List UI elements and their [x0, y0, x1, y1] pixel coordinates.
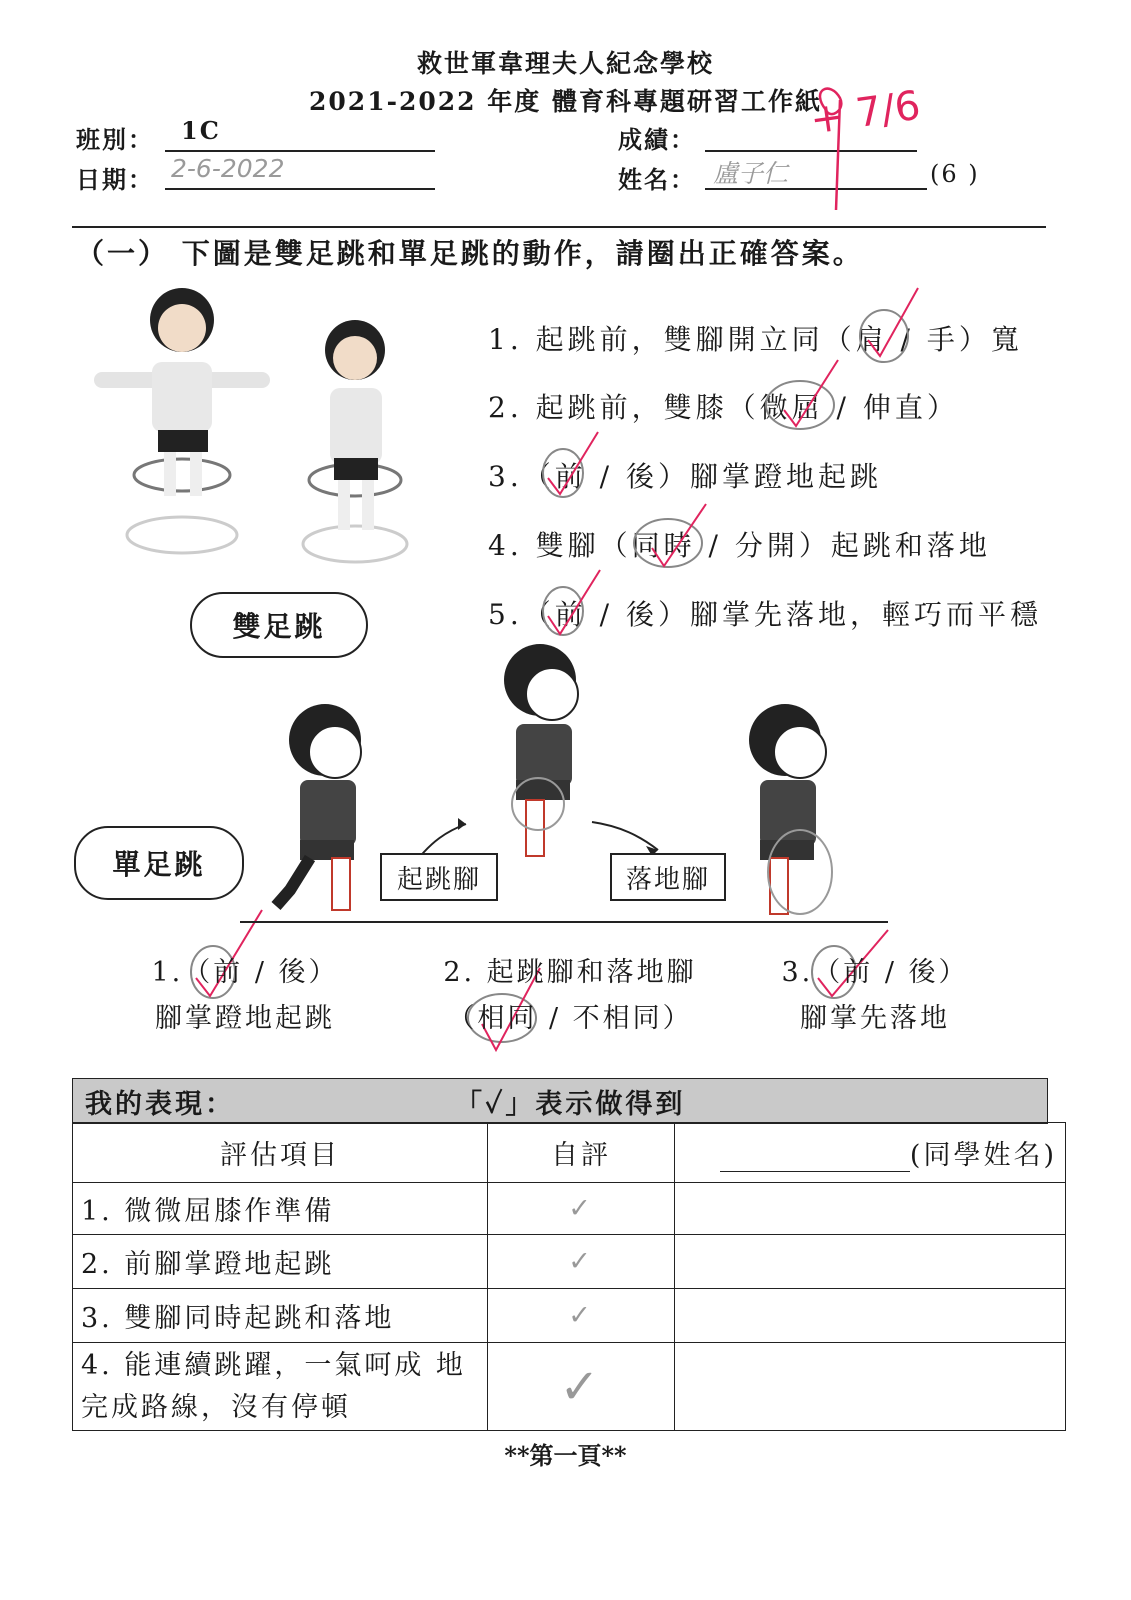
single-answer-1-line2: 腳掌蹬地起跳 [155, 1003, 335, 1034]
double-question-1[interactable]: 1. 起跳前，雙腳開立同（肩 / 手）寬 [488, 323, 1023, 356]
peer-check-cell[interactable] [675, 1183, 1066, 1235]
landing-foot-label: 落地腳 [610, 853, 726, 901]
double-question-3[interactable]: 3.（前 / 後）腳掌蹬地起跳 [488, 460, 882, 493]
peer-name-blank[interactable] [720, 1145, 910, 1172]
single-answer-2[interactable] [420, 950, 720, 1042]
class-field[interactable] [165, 116, 435, 152]
performance-title: 我的表現： [85, 1088, 235, 1120]
score-label: 成績： [618, 125, 696, 154]
single-answer-2-line1: 2. 起跳腳和落地腳 [443, 957, 697, 988]
takeoff-foot-label: 起跳腳 [380, 853, 498, 901]
double-jump-illustration [90, 280, 420, 580]
student-number: (6 ) [930, 160, 980, 188]
self-check-cell[interactable]: ✓ [488, 1289, 675, 1343]
performance-header-bar [72, 1078, 1048, 1124]
single-answer-1[interactable] [100, 950, 390, 1042]
single-answer-3-line2: 腳掌先落地 [800, 1003, 950, 1034]
single-answer-3-line1: 3.（前 / 後） [781, 957, 969, 988]
date-value: 2-6-2022 [171, 154, 285, 183]
double-question-2[interactable]: 2. 起跳前，雙膝（微屈 / 伸直） [488, 391, 959, 424]
self-check-cell[interactable]: ✓ [488, 1235, 675, 1289]
double-question-5[interactable]: 5.（前 / 後）腳掌先落地，輕巧而平穩 [488, 598, 1042, 631]
peer-check-cell[interactable] [675, 1289, 1066, 1343]
class-label: 班別： [76, 125, 154, 154]
date-label: 日期： [76, 165, 154, 194]
performance-legend: 「✓」表示做得到 [455, 1088, 686, 1120]
single-jump-illustration [240, 640, 900, 930]
col-self-header: 自評 [488, 1123, 675, 1183]
table-row [73, 1289, 1066, 1343]
grading-pen-stroke [800, 80, 940, 220]
hoop-icon [127, 517, 237, 553]
grade-mark: + 7/6 [807, 82, 924, 144]
double-jump-label: 雙足跳 [190, 592, 368, 658]
col-item-header: 評估項目 [73, 1123, 488, 1183]
single-answer-3[interactable] [740, 950, 1010, 1042]
worksheet-title: 2021-2022 年度 體育科專題研習工作紙 [309, 87, 822, 116]
col-peer-header [675, 1123, 1066, 1183]
class-value: 1C [181, 116, 221, 145]
single-jump-label: 單足跳 [74, 826, 244, 900]
row-item: 2. 前腳掌蹬地起跳 [73, 1235, 488, 1289]
date-field[interactable] [165, 154, 435, 190]
peer-check-cell[interactable] [675, 1343, 1066, 1431]
header-divider [72, 226, 1046, 228]
row-item: 4. 能連續跳躍，一氣呵成 地完成路線，沒有停頓 [73, 1343, 488, 1431]
row-item: 3. 雙腳同時起跳和落地 [73, 1289, 488, 1343]
performance-table [72, 1122, 1066, 1431]
table-header-row [73, 1123, 1066, 1183]
double-question-4[interactable]: 4. 雙腳（同時 / 分開）起跳和落地 [488, 529, 991, 562]
table-row [73, 1343, 1066, 1431]
section1-heading: （一） 下圖是雙足跳和單足跳的動作，請圈出正確答案。 [76, 237, 864, 270]
peer-name-caption: (同學姓名) [909, 1140, 1057, 1171]
table-row [73, 1235, 1066, 1289]
single-answer-2-line2: （相同 / 不相同） [447, 1003, 693, 1034]
self-check-cell[interactable]: ✓ [488, 1183, 675, 1235]
name-label: 姓名： [618, 165, 696, 194]
row-item: 1. 微微屈膝作準備 [73, 1183, 488, 1235]
self-check-cell[interactable]: ✓ [488, 1343, 675, 1431]
peer-check-cell[interactable] [675, 1235, 1066, 1289]
name-value: 盧子仁 [713, 159, 789, 188]
single-answer-1-line1: 1.（前 / 後） [151, 957, 339, 988]
table-row [73, 1183, 1066, 1235]
page-footer: **第一頁** [504, 1441, 627, 1470]
school-name: 救世軍韋理夫人紀念學校 [416, 49, 714, 78]
